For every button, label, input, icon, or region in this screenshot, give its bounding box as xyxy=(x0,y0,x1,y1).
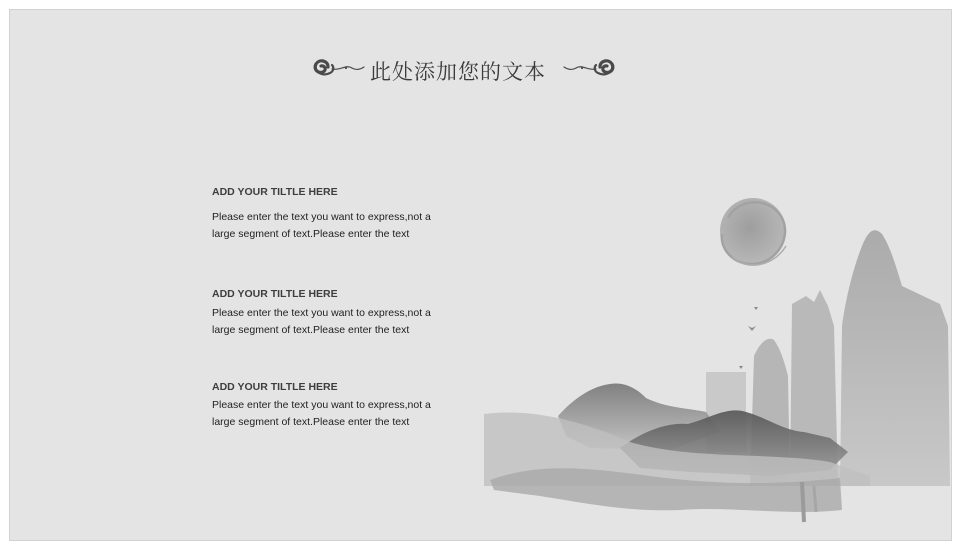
block-body xyxy=(212,209,452,243)
bird-mark-icon xyxy=(739,366,743,369)
block-body-line: Please enter the text you want to express,not a xyxy=(212,307,431,319)
ink-sun-icon xyxy=(720,198,786,265)
left-cloud-ornament-icon xyxy=(310,53,366,83)
tree-trunk xyxy=(802,482,804,522)
block-heading: ADD YOUR TILTLE HERE xyxy=(212,288,338,300)
block-body xyxy=(212,305,452,339)
text-block-1 xyxy=(212,186,452,243)
block-body-line: large segment of text.Please enter the text xyxy=(212,228,410,240)
block-heading: ADD YOUR TILTLE HERE xyxy=(212,186,338,198)
right-cloud-ornament-icon xyxy=(562,53,618,83)
block-body-line: Please enter the text you want to express,not a xyxy=(212,399,431,411)
bird-mark-icon xyxy=(748,326,756,331)
slide xyxy=(9,9,952,541)
block-heading: ADD YOUR TILTLE HERE xyxy=(212,381,338,393)
block-body-line: Please enter the text you want to express,not a xyxy=(212,211,431,223)
tall-peak xyxy=(840,230,950,486)
text-block-3 xyxy=(212,381,452,431)
block-body-line: large segment of text.Please enter the text xyxy=(212,324,410,336)
block-body xyxy=(212,397,452,431)
tree-trunk xyxy=(814,486,816,512)
slide-title: 此处添加您的文本 xyxy=(370,60,546,84)
ink-landscape-illustration xyxy=(470,186,951,540)
text-block-2 xyxy=(212,288,452,339)
title-row xyxy=(10,50,951,90)
block-body-line: large segment of text.Please enter the text xyxy=(212,416,410,428)
bird-mark-icon xyxy=(754,307,758,310)
